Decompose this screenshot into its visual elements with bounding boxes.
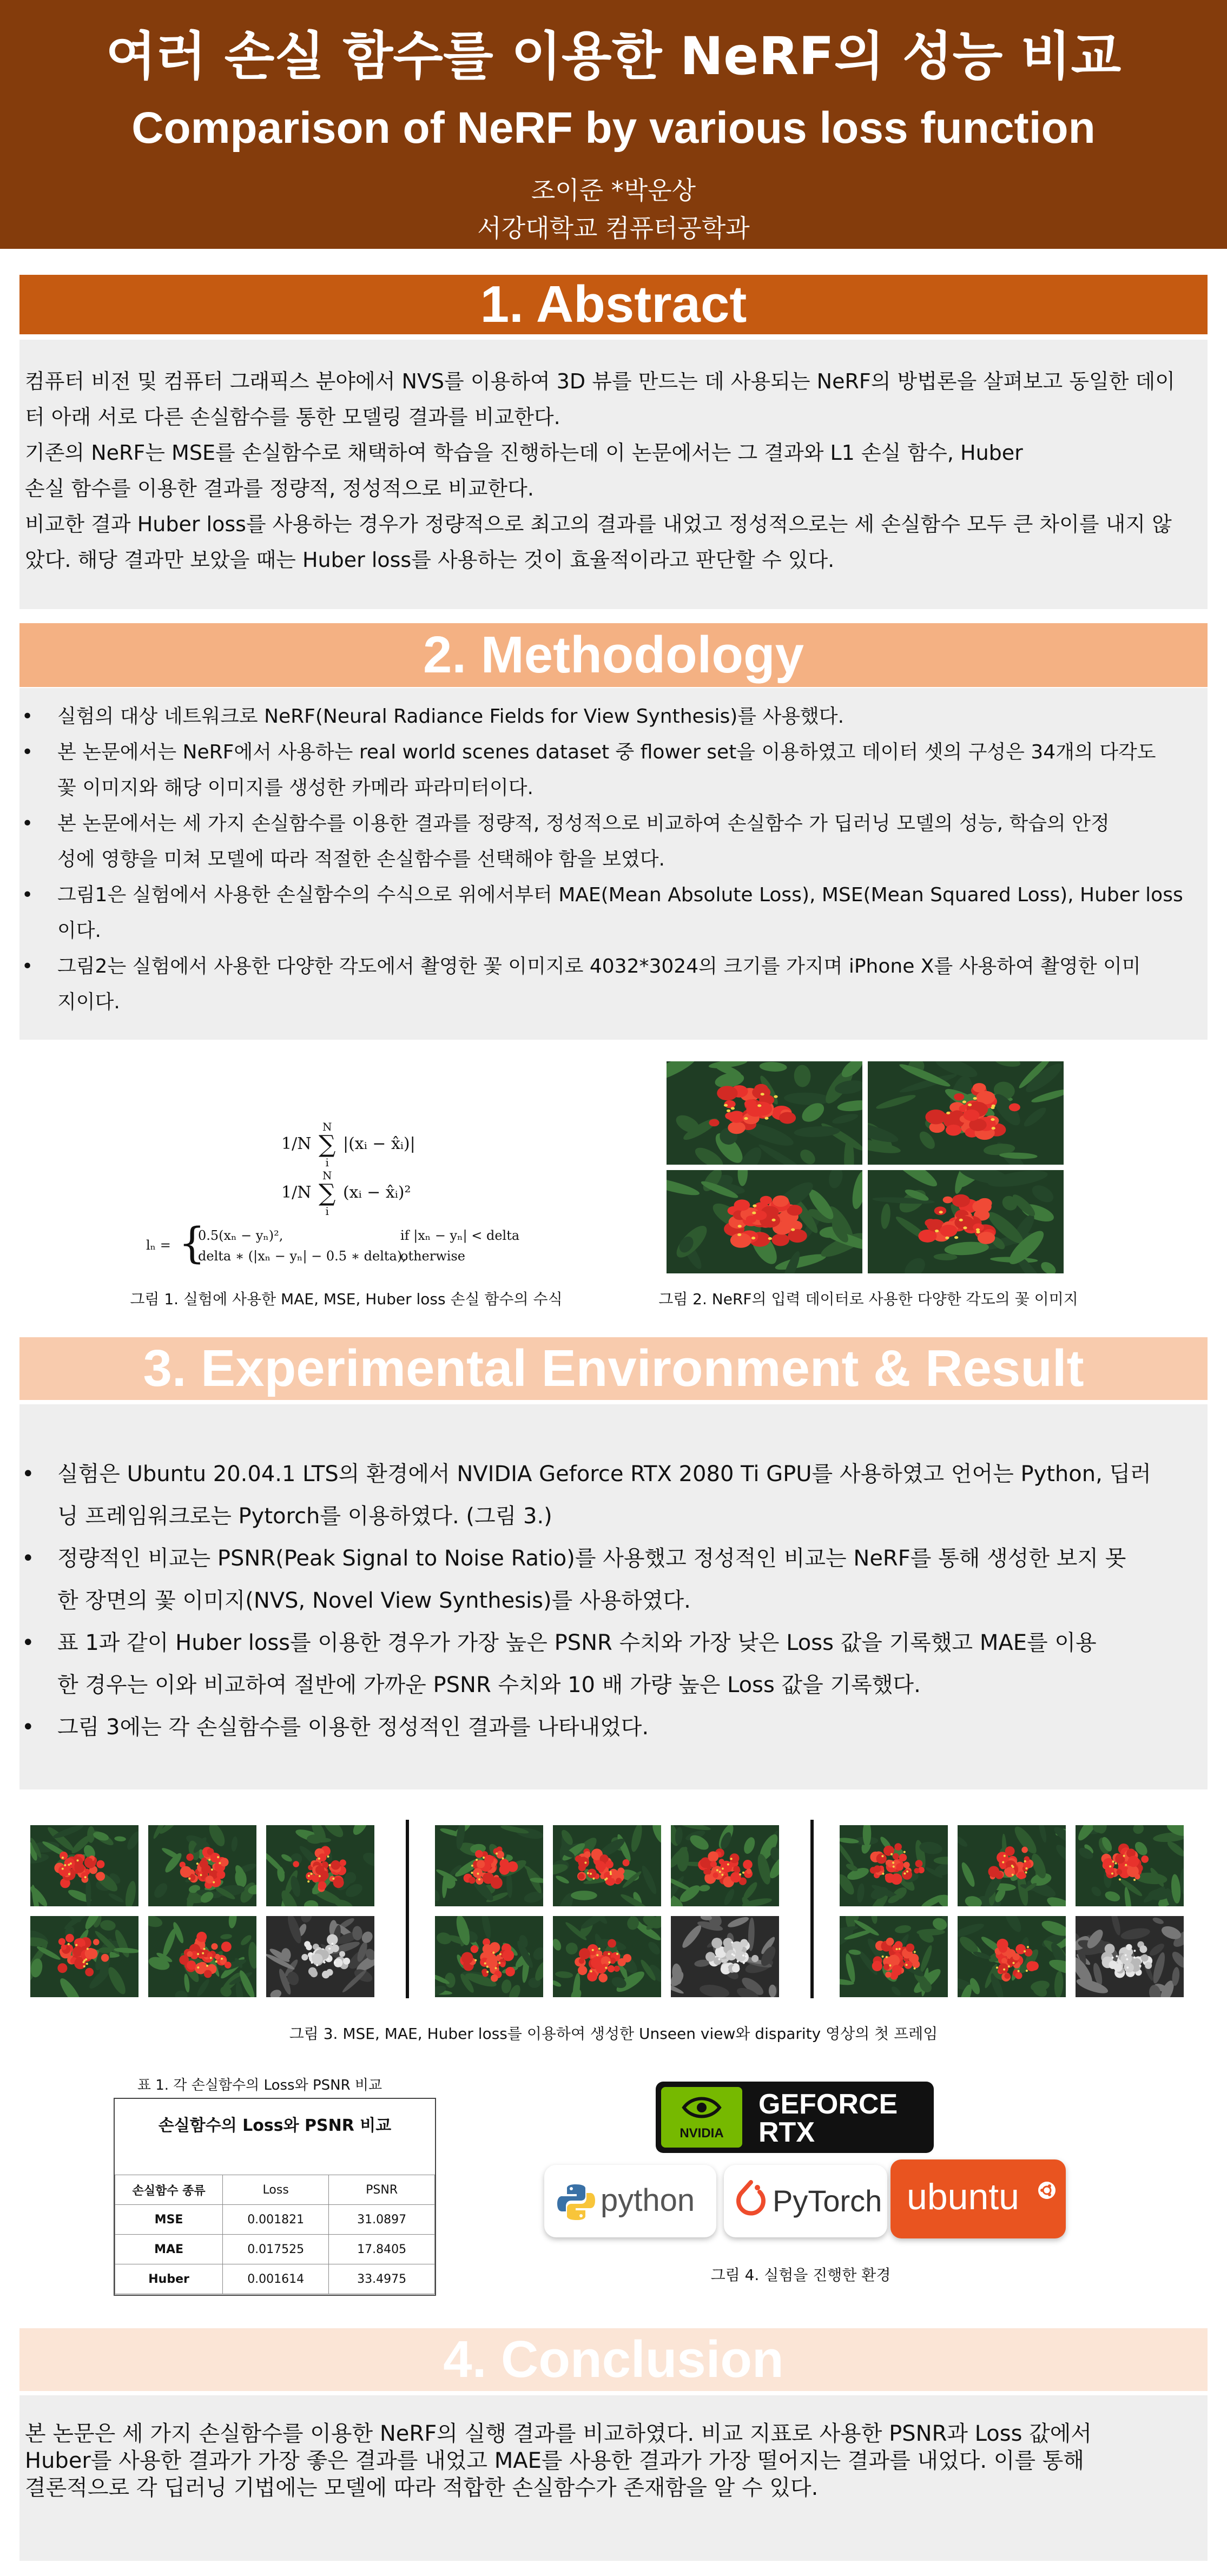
rendered-view [958,1916,1066,1997]
methodology-bullet [19,949,1208,1020]
table-header-cell: 손실함수 종류 [115,2175,223,2205]
abstract-line: 손실 함수를 이용한 결과를 정량적, 정성적으로 비교한다. [25,477,534,500]
figure-4-caption: 그림 4. 실험을 진행한 환경 [710,2266,891,2284]
flower-photo [868,1061,1064,1165]
formula-mae [281,1120,415,1170]
formula-mse [281,1168,411,1218]
experiment-bullet [19,1537,1208,1622]
bullet-line: 이다. [57,920,101,942]
figure-3-caption: 그림 3. MSE, MAE, Huber loss를 이용하여 생성한 Unseen view와 disparity 영상의 첫 프레임 [289,2025,938,2043]
abstract-line: 터 아래 서로 다른 손실함수를 통한 모델링 결과를 비교한다. [25,405,560,429]
rendered-view [1076,1825,1184,1906]
bullet-line: • 본 논문에서는 NeRF에서 사용하는 real world scenes dataset 중 flower set을 이용하였고 데이터 셋의 구성은 34개의 다각도 [57,741,1156,763]
result-group-mse [30,1825,387,1998]
table-title: 손실함수의 Loss와 PSNR 비교 [158,2116,392,2135]
formula-huber [146,1219,579,1271]
table-cell: 0.017525 [223,2235,329,2264]
bullet-line: • 정량적인 비교는 PSNR(Peak Signal to Noise Ratio)를 사용했고 정성적인 비교는 NeRF를 통해 생성한 보지 못 [57,1546,1126,1571]
table-header-row [115,2175,435,2205]
table-row [115,2235,435,2264]
bullet-line: • 그림2는 실험에서 사용한 다양한 각도에서 촬영한 꽃 이미지로 4032*3024의 크기를 가지며 iPhone X를 사용하여 촬영한 이미 [57,955,1141,977]
bullet-line: 닝 프레임워크로는 Pytorch를 이용하였다. (그림 3.) [57,1504,552,1529]
affiliation: 서강대학교 컴퓨터공학과 [477,214,750,243]
bullet-line: • 그림1은 실험에서 사용한 손실함수의 수식으로 위에서부터 MAE(Mean Absolute Loss), MSE(Mean Squared Loss), Huber loss [57,884,1183,906]
brace: { [179,1219,206,1268]
bullet-line: • 그림 3에는 각 손실함수를 이용한 정성적인 결과를 나타내었다. [57,1715,649,1740]
table-header-cell: PSNR [329,2175,435,2205]
disparity-map [1076,1916,1184,1997]
rendered-view [435,1916,543,1997]
experiment-bullets [19,1453,1208,1748]
rendered-view [30,1825,138,1906]
figure-3-results [23,1820,1186,2003]
figure-2-caption: 그림 2. NeRF의 입력 데이터로 사용한 다양한 각도의 꽃 이미지 [658,1290,1078,1308]
conclusion-heading: 4. Conclusion [19,2328,1208,2391]
nvidia-eye-icon [682,2093,722,2122]
group-divider [406,1820,409,1998]
bullet-line: 지이다. [57,991,120,1013]
table-cell: 33.4975 [329,2264,435,2294]
poster-header [0,0,1227,249]
methodology-bullet [19,699,1208,735]
sum-symbol: N ∑ i [319,1120,336,1169]
pytorch-logo [724,2165,887,2237]
methodology-heading: 2. Methodology [19,623,1208,687]
figure-2-image-grid [667,1061,1070,1273]
table-header-cell: Loss [223,2175,329,2205]
formula-prefix: 1/N [281,1134,312,1153]
rendered-view [840,1916,948,1997]
pytorch-wordmark: PyTorch [773,2184,882,2218]
authors: 조이준 *박운상 [531,176,696,205]
abstract-line: 기존의 NeRF는 MSE를 손실함수로 채택하여 학습을 진행하는데 이 논문에서는 그 결과와 L1 손실 함수, Huber [25,441,1023,465]
formula-body: |(xᵢ − x̂ᵢ)| [342,1134,415,1153]
sum-top: N [322,1120,332,1133]
experiment-bullet [19,1706,1208,1748]
abstract-line: 비교한 결과 Huber loss를 사용하는 경우가 정량적으로 최고의 결과를 내었고 정성적으로는 세 손실함수 모두 큰 차이를 내지 않 [25,512,1172,536]
rendered-view [958,1825,1066,1906]
bullet-line: 한 장면의 꽃 이미지(NVS, Novel View Synthesis)를 사용하였다. [57,1588,691,1613]
experiment-panel [19,1404,1208,1789]
geforce-text: GEFORCE [758,2089,898,2120]
result-group-mae [435,1825,792,1998]
abstract-panel [19,340,1208,609]
title-korean: 여러 손실 함수를 이용한 NeRF의 성능 비교 [105,26,1122,87]
disparity-map [266,1916,374,1997]
formula-body: (xᵢ − x̂ᵢ)² [342,1183,411,1202]
conclusion-body [25,2420,1202,2501]
bullet-line: 성에 영향을 미쳐 모델에 따라 적절한 손실함수를 선택해야 함을 보였다. [57,848,665,870]
abstract-line: 았다. 해당 결과만 보았을 때는 Huber loss를 사용하는 것이 효율적이라고 판단할 수 있다. [25,548,835,572]
rendered-view [30,1916,138,1997]
ubuntu-circle-of-friends-icon [1038,2181,1056,2199]
python-logo [544,2165,716,2237]
nvidia-wordmark: NVIDIA [680,2126,724,2141]
rendered-view [435,1825,543,1906]
conclusion-line: Huber를 사용한 결과가 가장 좋은 결과를 내었고 MAE를 사용한 결과가 가장 떨어지는 결과를 내었다. 이를 통해 [25,2448,1085,2473]
result-group-huber [840,1825,1197,1998]
rendered-view [148,1825,256,1906]
bullet-line: • 실험은 Ubuntu 20.04.1 LTS의 환경에서 NVIDIA Geforce RTX 2080 Ti GPU를 사용하였고 언어는 Python, 딥러 [57,1462,1151,1487]
pytorch-flame-icon [735,2180,767,2223]
table-row [115,2264,435,2294]
table-cell: MSE [115,2205,223,2235]
methodology-bullet [19,735,1208,806]
methodology-bullet [19,877,1208,949]
experiment-bullet [19,1453,1208,1537]
figure-1-formulas [146,1098,579,1271]
bullet-line: 한 경우는 이와 비교하여 절반에 가까운 PSNR 수치와 10 배 가량 높은 Loss 값을 기록했다. [57,1673,921,1697]
title-english: Comparison of NeRF by various loss function [131,103,1096,153]
table-cell: MAE [115,2235,223,2264]
flower-photo [667,1170,862,1273]
rendered-view [266,1825,374,1906]
huber-condition-2: otherwise [400,1249,465,1264]
ubuntu-logo [890,2159,1066,2238]
methodology-bullet [19,806,1208,877]
figure-1-caption: 그림 1. 실험에 사용한 MAE, MSE, Huber loss 손실 함수의 수식 [130,1290,563,1308]
nvidia-eye-badge [661,2087,742,2148]
conclusion-panel [19,2395,1208,2561]
python-snake-icon [557,2183,595,2221]
disparity-map [671,1916,779,1997]
table-cell: 17.8405 [329,2235,435,2264]
table-cell: 0.001821 [223,2205,329,2235]
formula-prefix: 1/N [281,1183,312,1202]
rendered-view [553,1825,661,1906]
table-row [115,2205,435,2235]
ubuntu-wordmark: ubuntu [907,2176,1019,2217]
bullet-line: • 실험의 대상 네트워크로 NeRF(Neural Radiance Fields for View Synthesis)를 사용했다. [57,705,845,728]
sum-bottom: i [325,1205,329,1218]
abstract-heading: 1. Abstract [19,275,1208,334]
huber-condition-1: if |xₙ − yₙ| < delta [400,1228,520,1243]
nvidia-geforce-rtx-logo [656,2082,934,2153]
rendered-view [840,1825,948,1906]
table-cell: 0.001614 [223,2264,329,2294]
rtx-text: RTX [758,2117,815,2148]
experiment-bullet [19,1622,1208,1706]
conclusion-line: 본 논문은 세 가지 손실함수를 이용한 NeRF의 실행 결과를 비교하였다. 비교 지표로 사용한 PSNR과 Loss 값에서 [25,2421,1092,2446]
table-1 [114,2098,436,2296]
experiment-heading: 3. Experimental Environment & Result [19,1337,1208,1400]
sum-top: N [322,1169,332,1182]
abstract-body [25,364,1202,578]
methodology-bullets [19,699,1208,1020]
bullet-line: 꽃 이미지와 해당 이미지를 생성한 카메라 파라미터이다. [57,777,533,799]
table-cell: 31.0897 [329,2205,435,2235]
methodology-panel [19,688,1208,1040]
conclusion-line: 결론적으로 각 딥러닝 기법에는 모델에 따라 적합한 손실함수가 존재함을 알 수 있다. [25,2475,819,2500]
rendered-view [671,1825,779,1906]
abstract-line: 컴퓨터 비전 및 컴퓨터 그래픽스 분야에서 NVS를 이용하여 3D 뷰를 만드는 데 사용되는 NeRF의 방법론을 살펴보고 동일한 데이 [25,369,1175,393]
table-1-caption: 표 1. 각 손실함수의 Loss와 PSNR 비교 [137,2077,382,2093]
group-divider [810,1820,814,1998]
rendered-view [148,1916,256,1997]
bullet-line: • 본 논문에서는 세 가지 손실함수를 이용한 결과를 정량적, 정성적으로 비교하여 손실함수 가 딥러닝 모델의 성능, 학습의 안정 [57,813,1110,835]
python-wordmark: python [601,2183,695,2218]
bullet-line: • 표 1과 같이 Huber loss를 이용한 경우가 가장 높은 PSNR 수치와 가장 낮은 Loss 값을 기록했고 MAE를 이용 [57,1630,1097,1655]
rendered-view [553,1916,661,1997]
sum-bottom: i [325,1156,329,1169]
sum-symbol: N ∑ i [319,1169,336,1218]
huber-case-2: delta ∗ (|xₙ − yₙ| − 0.5 ∗ delta), [198,1249,406,1264]
flower-photo [868,1170,1064,1273]
huber-case-1: 0.5(xₙ − yₙ)², [198,1228,283,1243]
table-cell: Huber [115,2264,223,2294]
flower-photo [667,1061,862,1165]
formula-lhs: lₙ = [146,1238,171,1253]
loss-psnr-table [115,2175,435,2294]
